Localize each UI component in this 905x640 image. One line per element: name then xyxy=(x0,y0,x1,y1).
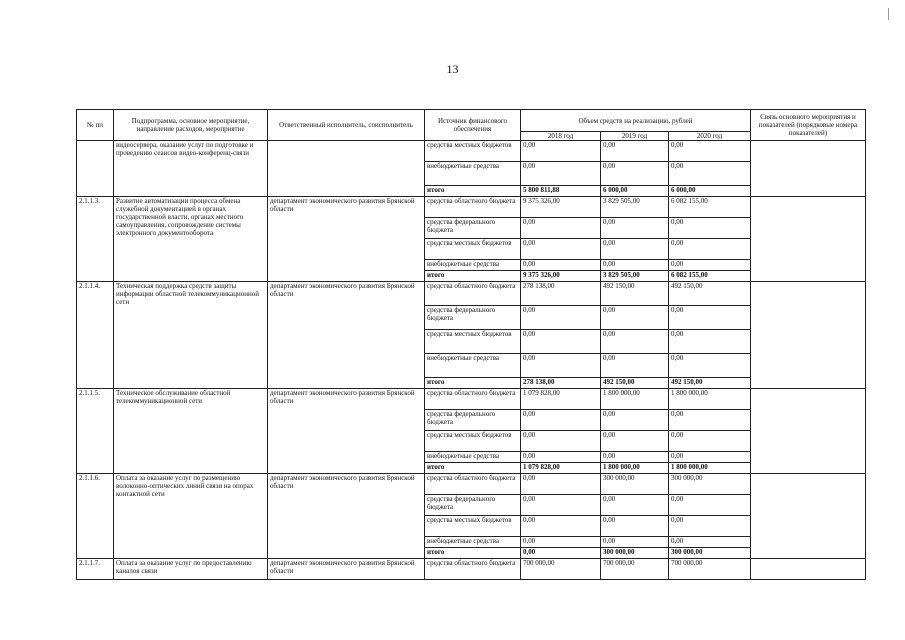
value-2018: 0,00 xyxy=(521,260,601,271)
item-executor: департамент экономического развития Брянской области xyxy=(268,559,425,580)
funding-source: итого xyxy=(425,463,521,474)
value-2019: 492 150,00 xyxy=(601,282,669,306)
value-2018: 1 079 828,00 xyxy=(521,463,601,474)
funding-source: итого xyxy=(425,548,521,559)
indicator-link xyxy=(751,282,866,389)
header-link: Связь основного мероприятия и показателей (порядковые номера показателей) xyxy=(751,110,866,141)
value-2020: 700 000,00 xyxy=(669,559,751,580)
value-2020: 0,00 xyxy=(669,495,751,516)
header-volume: Объем средств на реализацию, рублей xyxy=(521,110,751,132)
budget-table xyxy=(76,109,866,580)
value-2019: 0,00 xyxy=(601,162,669,186)
funding-source: итого xyxy=(425,378,521,389)
item-name: видеосервера, оказание услуг по подготовке и проведению сеансов видео-конференц-связи xyxy=(114,141,268,197)
value-2019: 6 000,00 xyxy=(601,186,669,197)
value-2019: 0,00 xyxy=(601,218,669,239)
value-2020: 0,00 xyxy=(669,410,751,431)
header-year-2018: 2018 год xyxy=(521,132,601,141)
value-2018: 0,00 xyxy=(521,354,601,378)
item-number: 2.1.1.5. xyxy=(77,389,114,474)
value-2020: 0,00 xyxy=(669,354,751,378)
header-source: Источник финансового обеспечения xyxy=(425,110,521,141)
indicator-link xyxy=(751,141,866,197)
value-2019: 3 829 505,00 xyxy=(601,271,669,282)
value-2019: 300 000,00 xyxy=(601,474,669,495)
page-number: 13 xyxy=(446,62,459,76)
value-2018: 1 079 828,00 xyxy=(521,389,601,410)
value-2020: 6 082 155,00 xyxy=(669,271,751,282)
indicator-link xyxy=(751,474,866,559)
value-2018: 0,00 xyxy=(521,306,601,330)
value-2019: 0,00 xyxy=(601,410,669,431)
value-2018: 0,00 xyxy=(521,474,601,495)
indicator-link xyxy=(751,559,866,580)
item-executor: департамент экономического развития Брянской области xyxy=(268,282,425,389)
value-2020: 0,00 xyxy=(669,239,751,260)
value-2018: 0,00 xyxy=(521,239,601,260)
value-2020: 1 800 000,00 xyxy=(669,463,751,474)
value-2018: 0,00 xyxy=(521,162,601,186)
value-2020: 300 000,00 xyxy=(669,474,751,495)
header-number: № пп xyxy=(77,110,114,141)
funding-source: внебюджетные средства xyxy=(425,537,521,548)
value-2020: 0,00 xyxy=(669,516,751,537)
item-name: Техническое обслуживание областной телекоммуникационной сети xyxy=(114,389,268,474)
funding-source: средства областного бюджета xyxy=(425,559,521,580)
table-row xyxy=(77,389,866,410)
table-row xyxy=(77,282,866,306)
funding-source: средства федерального бюджета xyxy=(425,218,521,239)
value-2018: 278 138,00 xyxy=(521,378,601,389)
value-2020: 0,00 xyxy=(669,330,751,354)
indicator-link xyxy=(751,197,866,282)
value-2018: 0,00 xyxy=(521,330,601,354)
item-number: 2.1.1.7. xyxy=(77,559,114,580)
value-2020: 1 800 000,00 xyxy=(669,389,751,410)
header-executor: Ответственный исполнитель, соисполнитель xyxy=(268,110,425,141)
value-2020: 0,00 xyxy=(669,431,751,452)
value-2020: 0,00 xyxy=(669,452,751,463)
value-2019: 492 150,00 xyxy=(601,378,669,389)
value-2018: 9 375 326,00 xyxy=(521,197,601,218)
funding-source: средства федерального бюджета xyxy=(425,306,521,330)
header-program: Подпрограмма, основное мероприятие, направление расходов, мероприятие xyxy=(114,110,268,141)
value-2018: 0,00 xyxy=(521,548,601,559)
value-2019: 0,00 xyxy=(601,354,669,378)
value-2018: 0,00 xyxy=(521,452,601,463)
table-row xyxy=(77,197,866,218)
funding-source: средства областного бюджета xyxy=(425,282,521,306)
value-2020: 6 082 155,00 xyxy=(669,197,751,218)
value-2019: 0,00 xyxy=(601,537,669,548)
funding-source: внебюджетные средства xyxy=(425,260,521,271)
value-2020: 492 150,00 xyxy=(669,378,751,389)
item-executor: департамент экономического развития Брянской области xyxy=(268,389,425,474)
item-number: 2.1.1.6. xyxy=(77,474,114,559)
funding-source: средства местных бюджетов xyxy=(425,141,521,162)
value-2019: 3 829 505,00 xyxy=(601,197,669,218)
value-2019: 700 000,00 xyxy=(601,559,669,580)
table-row xyxy=(77,141,866,162)
value-2018: 9 375 326,00 xyxy=(521,271,601,282)
item-name: Оплата за оказание услуг по размещению волоконно-оптических линий связи на опорах контактной сети xyxy=(114,474,268,559)
value-2018: 5 800 811,88 xyxy=(521,186,601,197)
funding-source: средства местных бюджетов xyxy=(425,516,521,537)
indicator-link xyxy=(751,389,866,474)
value-2019: 0,00 xyxy=(601,495,669,516)
funding-source: внебюджетные средства xyxy=(425,162,521,186)
table-row xyxy=(77,559,866,580)
item-number xyxy=(77,141,114,197)
funding-source: средства областного бюджета xyxy=(425,197,521,218)
funding-source: итого xyxy=(425,186,521,197)
item-executor: департамент экономического развития Брянской области xyxy=(268,474,425,559)
item-number: 2.1.1.3. xyxy=(77,197,114,282)
value-2019: 0,00 xyxy=(601,330,669,354)
table-row xyxy=(77,474,866,495)
value-2019: 300 000,00 xyxy=(601,548,669,559)
value-2018: 0,00 xyxy=(521,516,601,537)
item-executor xyxy=(268,141,425,197)
value-2020: 0,00 xyxy=(669,537,751,548)
value-2018: 0,00 xyxy=(521,537,601,548)
item-number: 2.1.1.4. xyxy=(77,282,114,389)
value-2018: 278 138,00 xyxy=(521,282,601,306)
funding-source: средства федерального бюджета xyxy=(425,495,521,516)
value-2020: 0,00 xyxy=(669,162,751,186)
value-2020: 6 000,00 xyxy=(669,186,751,197)
value-2019: 0,00 xyxy=(601,516,669,537)
value-2019: 0,00 xyxy=(601,306,669,330)
value-2019: 1 800 000,00 xyxy=(601,463,669,474)
value-2018: 0,00 xyxy=(521,141,601,162)
value-2019: 1 800 000,00 xyxy=(601,389,669,410)
value-2019: 0,00 xyxy=(601,141,669,162)
value-2019: 0,00 xyxy=(601,431,669,452)
value-2018: 0,00 xyxy=(521,410,601,431)
item-name: Оплата за оказание услуг по предоставлению каналов связи xyxy=(114,559,268,580)
funding-source: средства федерального бюджета xyxy=(425,410,521,431)
value-2020: 0,00 xyxy=(669,141,751,162)
funding-source: средства областного бюджета xyxy=(425,389,521,410)
header-year-2019: 2019 год xyxy=(601,132,669,141)
item-name: Техническая поддержка средств защиты информации областной телекоммуникационной сети xyxy=(114,282,268,389)
value-2020: 300 000,00 xyxy=(669,548,751,559)
funding-source: итого xyxy=(425,271,521,282)
funding-source: внебюджетные средства xyxy=(425,452,521,463)
funding-source: средства местных бюджетов xyxy=(425,239,521,260)
header-year-2020: 2020 год xyxy=(669,132,751,141)
funding-source: внебюджетные средства xyxy=(425,354,521,378)
funding-source: средства областного бюджета xyxy=(425,474,521,495)
value-2018: 0,00 xyxy=(521,495,601,516)
value-2020: 492 150,00 xyxy=(669,282,751,306)
value-2020: 0,00 xyxy=(669,306,751,330)
item-executor: департамент экономического развития Брянской области xyxy=(268,197,425,282)
value-2020: 0,00 xyxy=(669,218,751,239)
value-2018: 0,00 xyxy=(521,431,601,452)
value-2020: 0,00 xyxy=(669,260,751,271)
value-2018: 700 000,00 xyxy=(521,559,601,580)
funding-source: средства местных бюджетов xyxy=(425,431,521,452)
value-2019: 0,00 xyxy=(601,239,669,260)
value-2019: 0,00 xyxy=(601,260,669,271)
value-2018: 0,00 xyxy=(521,218,601,239)
value-2019: 0,00 xyxy=(601,452,669,463)
item-name: Развитие автоматизации процесса обмена служебной документацией в органах государственной власти, органах местного самоуправления, сопровождение системы электронного документооборота xyxy=(114,197,268,282)
margin-mark xyxy=(888,8,889,20)
funding-source: средства местных бюджетов xyxy=(425,330,521,354)
